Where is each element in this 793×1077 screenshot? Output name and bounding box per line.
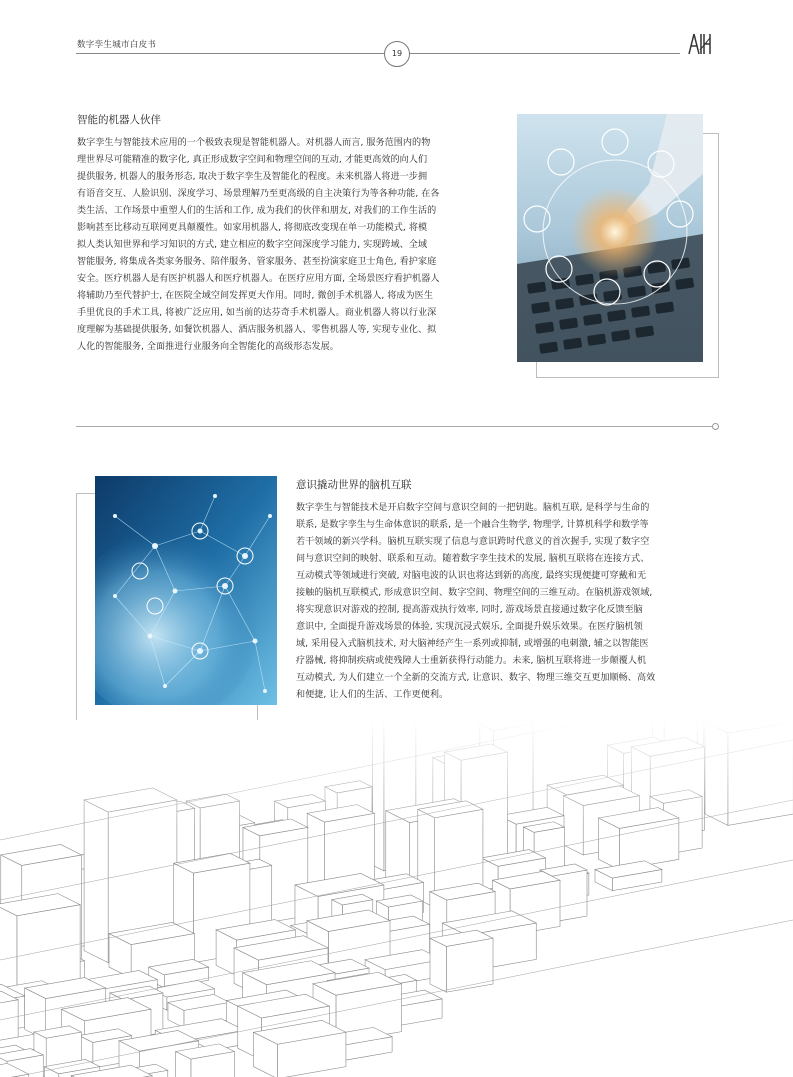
text-line: 若干领域的新兴学科。脑机互联实现了信息与意识跨时代意义的首次握手, 实现了数字空 xyxy=(296,537,650,547)
text-line: 手里优良的手术工具, 将被广泛应用, 如当前的达芬奇手术机器人。商业机器人将以行业深 xyxy=(77,308,437,318)
divider-dot xyxy=(712,423,719,430)
text-line: 互动模式, 为人们建立一个全新的交流方式, 让意识、数字、物理三维交互更加顺畅、高效 xyxy=(296,673,656,683)
text-line: 拟人类认知世界和学习知识的方式, 建立相应的数字空间深度学习能力, 实现跨域、全域 xyxy=(77,240,428,250)
text-line: 安全。医疗机器人是有医护机器人和医疗机器人。在医疗应用方面, 全场景医疗看护机器人 xyxy=(77,274,440,284)
text-line: 域, 采用侵入式脑机技术, 对大脑神经产生一系列或抑制, 或增强的电刺激, 辅之以智能医 xyxy=(296,639,649,649)
text-line: 数字孪生与智能技术是开启数字空间与意识空间的一把钥匙。脑机互联, 是科学与生命的 xyxy=(296,503,650,513)
text-line: 理世界尽可能精准的数字化, 真正形成数字空间和物理空间的互动, 才能更高效的向人们 xyxy=(77,155,428,165)
section-divider xyxy=(76,426,714,427)
text-line: 疗器械, 将抑制疾病或使残障人士重新获得行动能力。未来, 脑机互联将进一步颠覆人机 xyxy=(296,656,647,666)
text-line: 类生活、工作场景中重塑人们的生活和工作, 成为我们的伙伴和朋友, 对我们的工作生活的 xyxy=(77,206,437,216)
robot-hand-keyboard-image xyxy=(517,114,703,362)
section-body-robot xyxy=(77,135,497,356)
section-title-robot: 智能的机器人伙伴 xyxy=(77,114,161,126)
text-line: 互动模式等领域进行突破, 对脑电波的认识也将达到新的高度, 最终实现便捷可穿戴和无 xyxy=(296,571,647,581)
text-line: 提供服务, 机器人的服务形态, 取决于数字孪生及智能化的程度。未来机器人将进一步拥 xyxy=(77,172,428,182)
text-line: 接触的脑机互联模式, 形成意识空间、数字空间、物理空间的三维互动。在脑机游戏领域, xyxy=(296,588,653,598)
section-body-bci xyxy=(296,500,718,704)
document-title: 数字孪生城市白皮书 xyxy=(77,40,157,50)
section-title-bci: 意识撬动世界的脑机互联 xyxy=(296,479,412,491)
city-line-art-illustration xyxy=(0,720,793,1077)
text-line: 意识中, 全面提升游戏场景的体验, 实现沉浸式娱乐, 全面提升娱乐效果。在医疗脑机领 xyxy=(296,622,643,632)
page-number: 19 xyxy=(384,41,410,67)
text-line: 有语音交互、人脸识别、深度学习、场景理解乃至更高级的自主决策行为等各种功能, 在各 xyxy=(77,189,440,199)
text-line: 智能服务, 将集成各类家务服务、陪伴服务、管家服务、甚至扮演家庭卫士角色, 看护家庭 xyxy=(77,257,437,267)
text-line: 将辅助乃至代替护士, 在医院全域空间发挥更大作用。同时, 微创手术机器人, 将成为医生 xyxy=(77,291,433,301)
text-line: 人化的智能服务, 全面推进行业服务向全智能化的高级形态发展。 xyxy=(77,342,339,352)
text-line: 将实现意识对游戏的控制, 提高游戏执行效率, 同时, 游戏场景直接通过数字化反馈至脑 xyxy=(296,605,643,615)
text-line: 和便捷, 让人们的生活、工作更便利。 xyxy=(296,690,449,700)
text-line: 影响甚至比移动互联网更具颠覆性。如家用机器人, 将彻底改变现在单一功能模式, 将模 xyxy=(77,223,428,233)
header-rule xyxy=(76,53,680,54)
globe-network-image xyxy=(95,476,277,705)
text-line: 间与意识空间的映射、联系和互动。随着数字孪生技术的发展, 脑机互联将在连接方式、 xyxy=(296,554,650,564)
aih-logo-icon xyxy=(686,30,712,56)
text-line: 数字孪生与智能技术应用的一个极致表现是智能机器人。对机器人而言, 服务范围内的物 xyxy=(77,138,431,148)
text-line: 联系, 是数字孪生与生命体意识的联系, 是一个融合生物学, 物理学, 计算机科学和数学等 xyxy=(296,520,649,530)
text-line: 度理解为基础提供服务, 如餐饮机器人、酒店服务机器人、零售机器人等, 实现专业化、拟 xyxy=(77,325,437,335)
